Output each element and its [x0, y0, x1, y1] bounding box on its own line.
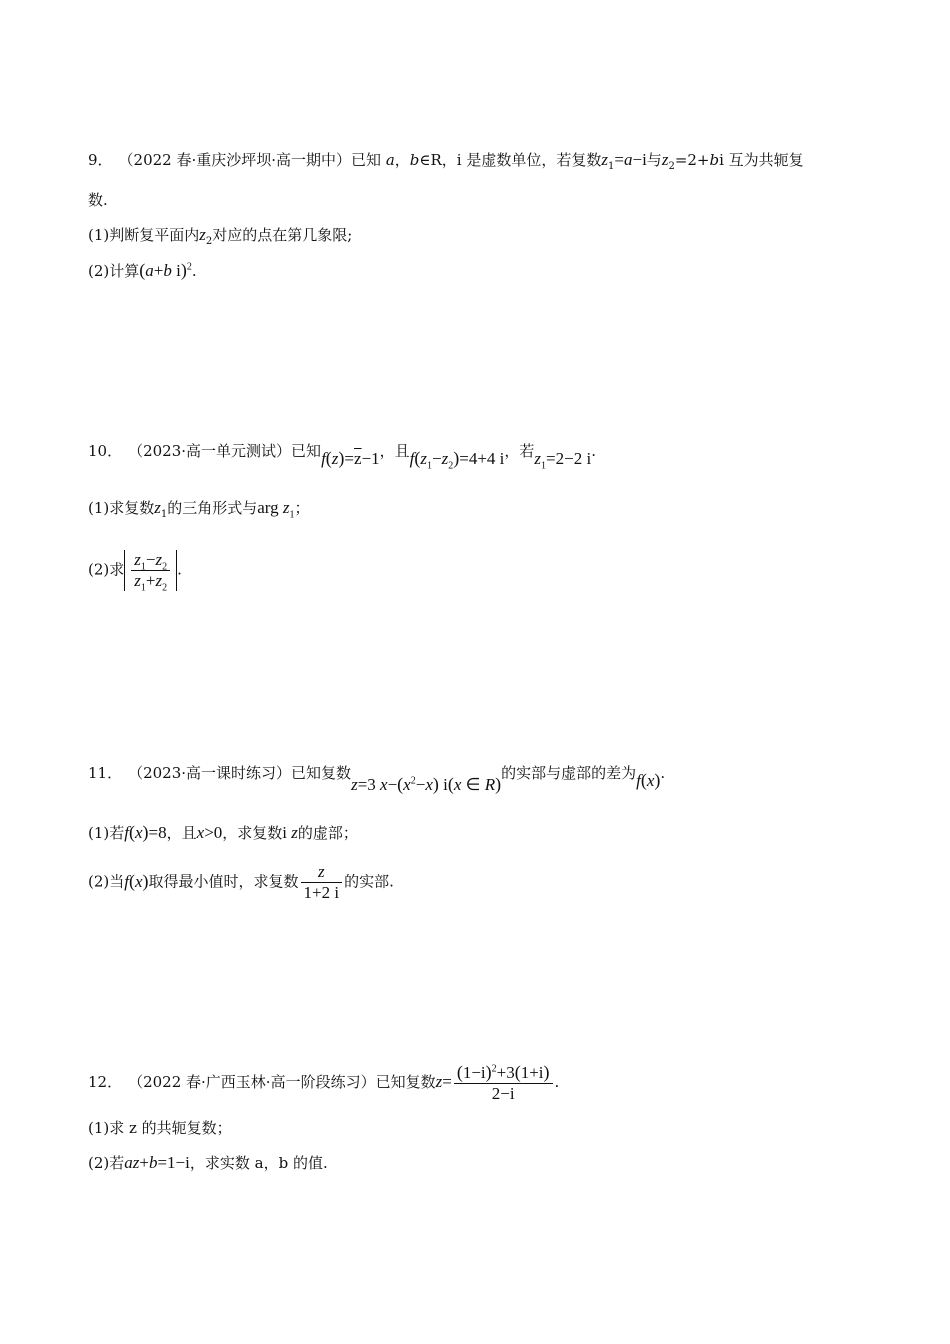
q12-part1: (1)求 z 的共轭复数；: [88, 1119, 232, 1137]
q12-fraction: $\frac{(1-i)^2+3(1+i)}{2-i}$: [454, 1062, 553, 1104]
q10-stem: 10． （2023·高一单元测试）已知$f(z)=\overline{z}-1$，且$f(z_1-z_2)=4+4$ i，若$z_1=2-2$ i.: [88, 442, 596, 472]
q10-part1: (1)求复数$z_1$的三角形式与arg $z_1$；: [88, 498, 310, 521]
q12-part2: (2)若az+b=1−i，求实数 a，b 的值.: [88, 1153, 328, 1172]
q10-abs-fraction: $\frac{z_1-z_2}{z_1+z_2}$: [124, 550, 177, 591]
q11-part1: (1)若f(x)=8，且x>0，求复数i z的虚部；: [88, 822, 358, 842]
q9-stem-wrap: 数.: [88, 191, 108, 209]
q11-number: 11．: [88, 764, 123, 782]
q9-stem-c: 与: [646, 151, 662, 169]
q9-stem-d: =2+: [674, 151, 710, 169]
q11-stem: 11． （2023·高一课时练习）已知复数z=3 $x-(x^2-x)$ i(x ∈ R)的实部与虚部的差为f(x).: [88, 764, 666, 794]
q9-stem-a: 已知: [351, 151, 382, 169]
q12-source: （2022 春·广西玉林·高一阶段练习）: [128, 1072, 376, 1091]
q9-number: 9．: [88, 151, 113, 169]
q12-stem: 12． （2022 春·广西玉林·高一阶段练习）已知复数z= $\frac{(1-i)^2+3(1+i)}{2-i}$ .: [88, 1062, 560, 1103]
q9-source: （2022 春·重庆沙坪坝·高一期中）: [118, 151, 352, 169]
q9-part2: (2)计算(a+b i)$^2$.: [88, 260, 197, 280]
q10-number: 10．: [88, 442, 123, 460]
q11-source: （2023·高一课时练习）: [128, 764, 292, 782]
q11-fraction: $\frac{z}{1+2 i}$: [301, 862, 343, 903]
q10-part2: (2)求 $\frac{z_1-z_2}{z_1+z_2}$ .: [88, 550, 182, 594]
q9-stem: 9． （2022 春·重庆沙坪坝·高一期中）已知 a，b∈R，i 是虚数单位，若复数$z_1=a-i$与$z_2=2+bi$ 互为共轭复: [88, 150, 804, 172]
q12-number: 12．: [88, 1072, 123, 1091]
q10-source: （2023·高一单元测试）: [128, 442, 292, 460]
q9-part1: (1)判断复平面内$z_2$对应的点在第几象限;: [88, 225, 353, 247]
q11-part2: (2)当f(x)取得最小值时，求复数 $\frac{z}{1+2 i}$ 的实部.: [88, 862, 394, 902]
q9-stem-e: i 互为共轭复: [719, 151, 804, 169]
q9-stem-b: R，i 是虚数单位，若复数: [430, 151, 602, 169]
